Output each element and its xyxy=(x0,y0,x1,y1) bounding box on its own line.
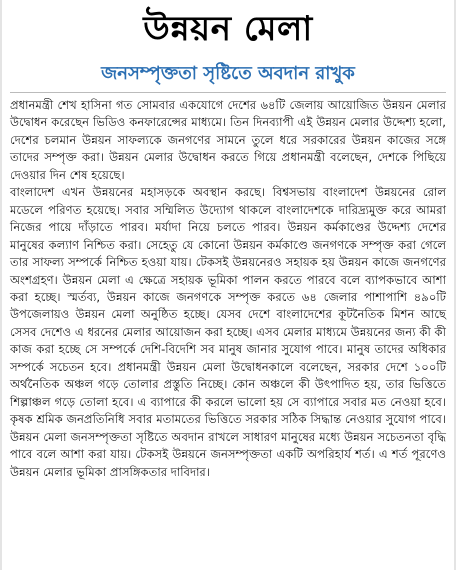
article-subheadline: জনসম্পৃক্ততা সৃষ্টিতে অবদান রাখুক xyxy=(101,63,355,84)
article-paragraph-1: প্রধানমন্ত্রী শেখ হাসিনা গত সোমবার একযোগে দেশের ৬৪টি জেলায় আয়োজিত উন্নয়ন মেলার উদ্বোধন করেছেন ভিডিও কনফারেন্সের মাধ্যমে। তিন দিনব্যাপী এই উন্নয়ন মেলার উদ্দেশ্য হলো, দেশের চলমান উন্নয়ন সাফল্যকে জনগণের সামনে তুলে ধরে সরকারের উন্নয়ন কাজের সঙ্গে তাদের সম্পৃক্ত করা। উন্নয়ন মেলার উদ্বোধন করতে গিয়ে প্রধানমন্ত্রী বলেছেন, দেশকে পিছিয়ে দেওয়ার দিন শেষ হয়েছে। xyxy=(10,98,446,182)
article-body xyxy=(10,97,446,481)
article-headline: উন্নয়ন মেলা xyxy=(143,9,313,49)
article-paragraph-2: বাংলাদেশ এখন উন্নয়নের মহাসড়কে অবস্থান করছে। বিশ্বসভায় বাংলাদেশ উন্নয়নের রোল মডেলে পরিণত হয়েছে। সবার সম্মিলিত উদ্যোগ থাকলে বাংলাদেশকে দারিদ্র্যমুক্ত করে আমরা নিজের পায়ে দাঁড়াতে পারব। মর্যাদা নিয়ে চলতে পারব। উন্নয়ন কর্মকাণ্ডের উদ্দেশ্য দেশের মানুষের কল্যাণ নিশ্চিত করা। সেহেতু যে কোনো উন্নয়ন কর্মকাণ্ডে জনগণকে সম্পৃক্ত করা গেলে তার সাফল্য সম্পর্কে নিশ্চিত হওয়া যায়। টেকসই উন্নয়নেরও সহায়ক হয় উন্নয়ন কাজে জনগণের অংশগ্রহণ। উন্নয়ন মেলা এ ক্ষেত্রে সহায়ক ভূমিকা পালন করতে পারবে বলে ব্যাপকভাবে আশা করা হচ্ছে। স্মর্তব্য, উন্নয়ন কাজে জনগণকে সম্পৃক্ত করতে ৬৪ জেলার পাশাপাশি ৪৯০টি উপজেলায়ও উন্নয়ন মেলা অনুষ্ঠিত হচ্ছে। যেসব দেশে বাংলাদেশের কূটনৈতিক মিশন আছে সেসব দেশেও এ ধরনের মেলার আয়োজন করা হচ্ছে। এসব মেলার মাধ্যমে উন্নয়নের জন্য কী কী কাজ করা হচ্ছে সে সম্পর্কে দেশি-বিদেশি সব মানুষ জানার সুযোগ পাবে। মানুষ তাদের অধিকার সম্পর্কে সচেতন হবে। প্রধানমন্ত্রী উন্নয়ন মেলা উদ্বোধনকালে বলেছেন, সরকার দেশে ১০০টি অর্থনৈতিক অঞ্চল গড়ে তোলার প্রস্তুতি নিচ্ছে। কোন অঞ্চলে কী উৎপাদিত হয়, তার ভিত্তিতে শিল্পাঞ্চল গড়ে তোলা হবে। এ ব্যাপারে কী করলে ভালো হয় সে ব্যাপারে সবার মত নেওয়া হবে। কৃষক শ্রমিক জনপ্রতিনিধি সবার মতামতের ভিত্তিতে সরকার সঠিক সিদ্ধান্ত নেওয়ার সুযোগ পাবে। উন্নয়ন মেলা জনসম্পৃক্ততা সৃষ্টিতে অবদান রাখলে সাধারণ মানুষের মধ্যে উন্নয়ন সচেতনতা বৃদ্ধি পাবে বলে আশা করা যায়। টেকসই উন্নয়নে জনসম্পৃক্ততা একটি অপরিহার্য শর্ত। এ শর্ত পূরণেও উন্নয়ন মেলার ভূমিকা প্রাসঙ্গিকতার দাবিদার। xyxy=(10,185,446,479)
divider xyxy=(10,92,446,93)
